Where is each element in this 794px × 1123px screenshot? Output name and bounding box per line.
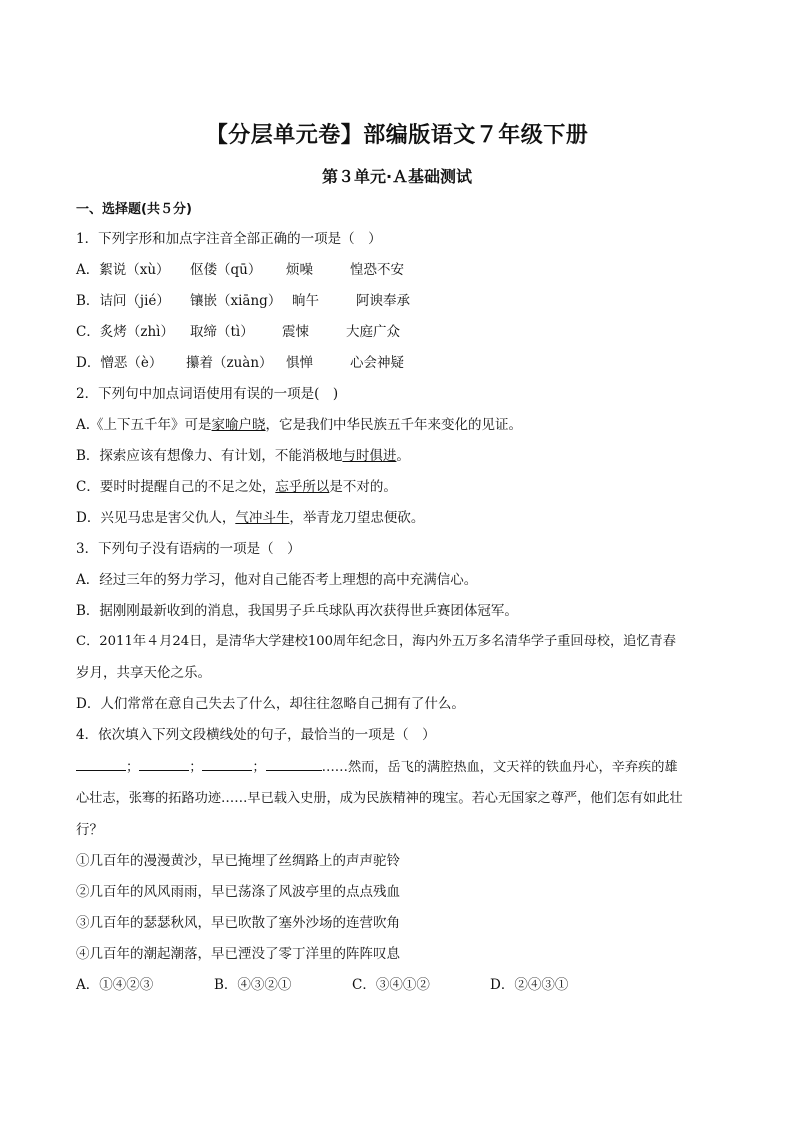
q4-passage-line1 xyxy=(76,756,678,775)
q1-option-a xyxy=(76,258,404,278)
q1-option-d xyxy=(76,351,404,371)
q1-c-1: C．炙烤（zhì） xyxy=(76,324,174,340)
q2-b-pre: B．探索应该有想像力、有计划，不能消极地 xyxy=(76,448,343,464)
q4-option-c: C．③④①② xyxy=(352,977,430,993)
q4-passage-line2: 心壮志，张骞的拓路功迹……早已载入史册，成为民族精神的瑰宝。若心无国家之尊严，他们怎有如此壮 xyxy=(76,791,683,806)
q1-d-3: 惧惮 xyxy=(286,355,313,371)
q1-stem: 1．下列字形和加点字注音全部正确的一项是（ ） xyxy=(76,231,382,247)
q2-c-pre: C．要时时提醒自己的不足之处， xyxy=(76,479,276,495)
blank-1 xyxy=(76,758,126,771)
section-heading: 一、选择题(共５分) xyxy=(76,202,192,217)
q3-option-c-line2: 岁月，共享天伦之乐。 xyxy=(76,665,211,681)
q2-a-term: 家喻户晓 xyxy=(211,417,266,433)
q4-passage-text: ……然而，岳飞的满腔热血，文天祥的铁血丹心，辛弃疾的雄 xyxy=(321,760,678,775)
q2-option-c xyxy=(76,475,397,495)
q4-item-4: ④几百年的潮起潮落，早已湮没了零丁洋里的阵阵叹息 xyxy=(76,946,400,962)
q1-d-4: 心会神疑 xyxy=(350,355,404,371)
q4-option-d: D．②④③① xyxy=(490,977,569,993)
q1-a-3: 烦噪 xyxy=(286,262,313,278)
q2-d-pre: D．兴见马忠是害父仇人， xyxy=(76,510,236,526)
q4-option-b: B．④③②① xyxy=(214,977,292,993)
q2-stem: 2．下列句中加点词语使用有误的一项是( ) xyxy=(76,386,339,402)
q4-item-2: ②几百年的风风雨雨，早已荡涤了风波亭里的点点残血 xyxy=(76,884,400,900)
q1-d-1: D．憎恶（è） xyxy=(76,355,163,371)
q2-c-post: 是不对的。 xyxy=(329,479,397,495)
blank-4 xyxy=(266,758,322,771)
q1-option-b xyxy=(76,289,410,309)
q4-options xyxy=(76,973,568,993)
q4-option-a: A．①④②③ xyxy=(76,977,154,993)
separator: ； xyxy=(189,760,203,775)
q1-a-1: A．絮说（xù） xyxy=(76,262,170,278)
q1-c-3: 震悚 xyxy=(282,324,309,340)
q2-option-a xyxy=(76,413,522,433)
q4-item-3: ③几百年的瑟瑟秋风，早已吹散了塞外沙场的连营吹角 xyxy=(76,915,400,931)
q1-a-2: 伛偻（qū） xyxy=(190,262,262,278)
q3-option-d: D．人们常常在意自己失去了什么，却往往忽略自己拥有了什么。 xyxy=(76,696,465,712)
q3-option-a: A．经过三年的努力学习，他对自己能否考上理想的高中充满信心。 xyxy=(76,572,478,588)
q1-c-4: 大庭广众 xyxy=(346,324,400,340)
q2-d-term: 气冲斗牛 xyxy=(235,510,290,526)
blank-3 xyxy=(202,758,252,771)
q1-c-2: 取缔（tì） xyxy=(190,324,254,340)
q4-item-1: ①几百年的漫漫黄沙，早已掩埋了丝绸路上的声声驼铃 xyxy=(76,853,400,869)
q2-option-d xyxy=(76,506,424,526)
q1-b-3: 晌午 xyxy=(292,293,319,309)
q2-b-term: 与时俱进 xyxy=(342,448,397,464)
separator: ； xyxy=(252,760,266,775)
page-subtitle: 第３单元·Ａ基础测试 xyxy=(321,167,473,186)
q1-b-2: 镶嵌（xiāng） xyxy=(190,293,282,309)
q2-option-b xyxy=(76,444,410,464)
q1-a-4: 惶恐不安 xyxy=(350,262,404,278)
q4-passage-line3: 行？ xyxy=(76,822,103,838)
q1-d-2: 攥着（zuàn） xyxy=(186,355,273,371)
q2-d-post: ，举青龙刀望忠便砍。 xyxy=(289,510,425,526)
page-title: 【分层单元卷】部编版语文７年级下册 xyxy=(205,123,589,148)
q3-stem: 3．下列句子没有语病的一项是（ ） xyxy=(76,541,301,557)
blank-2 xyxy=(139,758,189,771)
q2-a-post: ，它是我们中华民族五千年来变化的见证。 xyxy=(265,417,523,433)
q2-b-post: 。 xyxy=(396,448,410,464)
q1-option-c xyxy=(76,320,400,340)
separator: ； xyxy=(126,760,140,775)
q3-option-b: B．据刚刚最新收到的消息，我国男子乒乓球队再次获得世乒赛团体冠军。 xyxy=(76,603,518,619)
q2-a-pre: A.《上下五千年》可是 xyxy=(76,417,212,433)
q3-option-c-line1: C．2011年４月24日，是清华大学建校100周年纪念日，海内外五万多名清华学子重回母校，追忆青春 xyxy=(76,634,676,649)
q2-c-term: 忘乎所以 xyxy=(275,479,330,495)
q4-stem: 4．依次填入下列文段横线处的句子，最恰当的一项是（ ） xyxy=(76,727,436,743)
q1-b-1: B．诘问（jié） xyxy=(76,293,170,309)
q1-b-4: 阿谀奉承 xyxy=(356,293,410,309)
